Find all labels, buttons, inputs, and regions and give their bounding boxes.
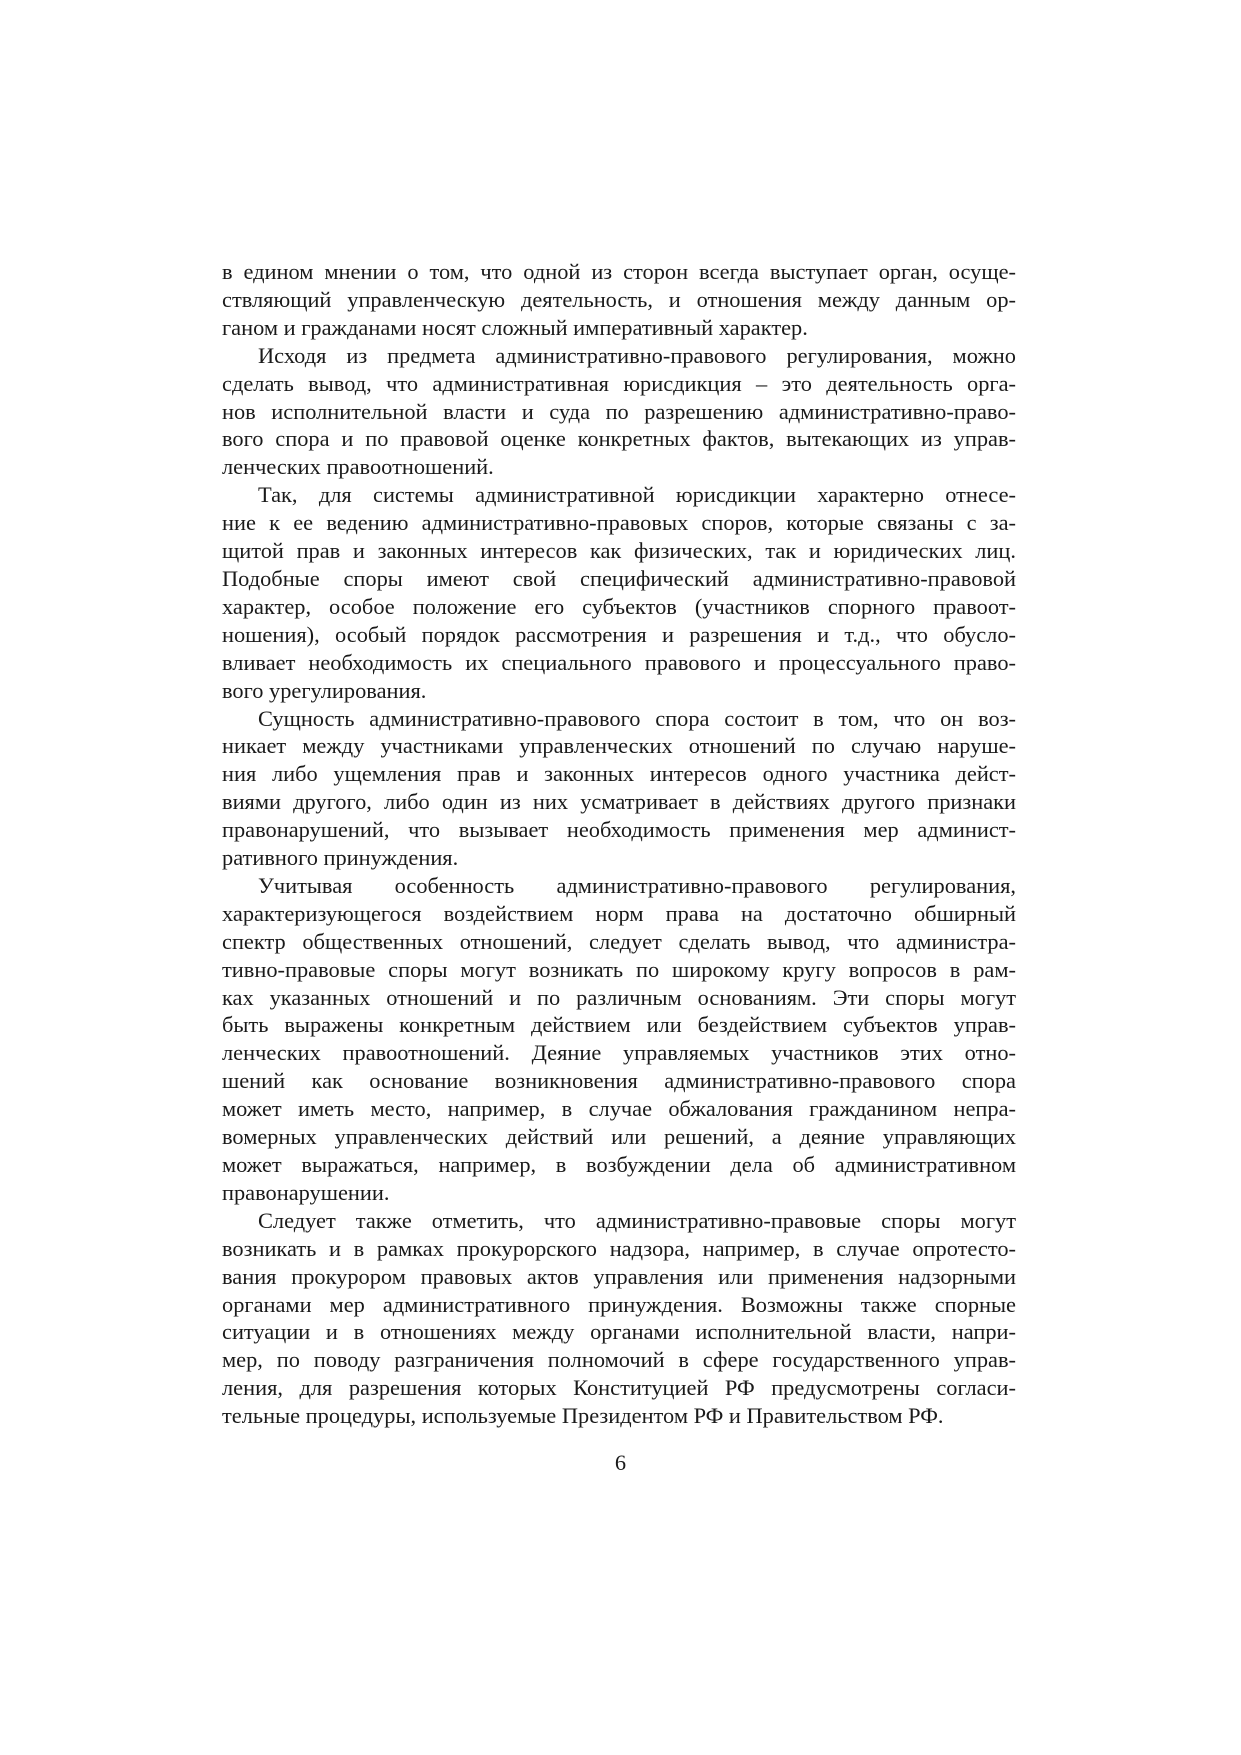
text-line: тельные процедуры, используемые Президентом РФ и Правительством РФ. — [222, 1403, 944, 1429]
text-line: ганом и гражданами носят сложный императивный характер. — [222, 314, 808, 340]
text-line: характеризующегося воздействием норм права на достаточно обширный — [222, 900, 1016, 926]
text-line: Сущность административно-правового спора состоит в том, что он воз- — [258, 705, 1016, 731]
text-line: ния либо ущемления прав и законных интересов одного участника дейст- — [222, 761, 1016, 787]
text-line: вливает необходимость их специального правового и процессуального право- — [222, 649, 1016, 675]
paragraph-6 — [222, 1207, 1016, 1430]
paragraph-2 — [222, 342, 1016, 482]
text-line: вого спора и по правовой оценке конкретных фактов, вытекающих из управ- — [222, 426, 1016, 452]
paragraph-5 — [222, 872, 1016, 1207]
text-line: Исходя из предмета административно-правового регулирования, можно — [258, 342, 1016, 368]
text-line: виями другого, либо один из них усматривает в действиях другого признаки — [222, 789, 1016, 815]
text-line: Учитывая особенность административно-правового регулирования, — [258, 872, 1016, 898]
text-line: правонарушении. — [222, 1179, 390, 1205]
text-line: спектр общественных отношений, следует сделать вывод, что администра- — [222, 928, 1016, 954]
paragraph-3 — [222, 481, 1016, 704]
text-line: вого урегулирования. — [222, 677, 427, 703]
text-line: Подобные споры имеют свой специфический административно-правовой — [222, 565, 1016, 591]
paragraph-4 — [222, 705, 1016, 872]
text-line: правонарушений, что вызывает необходимость применения мер админист- — [222, 817, 1016, 843]
text-line: ние к ее ведению административно-правовых споров, которые связаны с за- — [222, 510, 1016, 536]
text-line: ративного принуждения. — [222, 845, 459, 871]
text-line: вомерных управленческих действий или решений, а деяние управляющих — [222, 1124, 1016, 1150]
text-line: органами мер административного принуждения. Возможны также спорные — [222, 1291, 1016, 1317]
text-line: в едином мнении о том, что одной из сторон всегда выступает орган, осуще- — [222, 259, 1016, 284]
text-line: быть выражены конкретным действием или бездействием субъектов управ- — [222, 1012, 1016, 1038]
paragraph-1 — [222, 258, 1016, 342]
text-line: может выражаться, например, в возбуждении дела об административном — [222, 1152, 1016, 1177]
text-line: может иметь место, например, в случае обжалования гражданином непра- — [222, 1096, 1016, 1122]
text-line: ках указанных отношений и по различным основаниям. Эти споры могут — [222, 984, 1016, 1010]
text-line: Так, для системы административной юрисдикции характерно отнесе- — [258, 482, 1016, 508]
text-line: сделать вывод, что административная юрисдикция – это деятельность орга- — [222, 370, 1016, 396]
page-body — [222, 258, 1016, 1430]
text-line: ствляющий управленческую деятельность, и отношения между данным ор- — [222, 286, 1016, 312]
text-line: шений как основание возникновения административно-правового спора — [222, 1068, 1016, 1094]
text-line: ношения), особый порядок рассмотрения и разрешения и т.д., что обусло- — [222, 621, 1016, 647]
text-line: вания прокурором правовых актов управления или применения надзорными — [222, 1263, 1016, 1289]
text-line: ленческих правоотношений. — [222, 454, 494, 480]
text-line: характер, особое положение его субъектов (участников спорного правоот- — [222, 593, 1016, 619]
text-line: ленческих правоотношений. Деяние управляемых участников этих отно- — [222, 1040, 1016, 1066]
text-line: ситуации и в отношениях между органами исполнительной власти, напри- — [222, 1319, 1016, 1345]
text-line: возникать и в рамках прокурорского надзора, например, в случае опротесто- — [222, 1235, 1016, 1261]
text-line: мер, по поводу разграничения полномочий в сфере государственного управ- — [222, 1347, 1016, 1373]
text-line: Следует также отметить, что административно-правовые споры могут — [258, 1207, 1016, 1233]
text-line: нов исполнительной власти и суда по разрешению административно-право- — [222, 398, 1016, 424]
text-line: никает между участниками управленческих отношений по случаю наруше- — [222, 733, 1016, 759]
text-line: тивно-правовые споры могут возникать по широкому кругу вопросов в рам- — [222, 956, 1016, 982]
page-number: 6 — [614, 1450, 627, 1475]
text-line: ления, для разрешения которых Конституцией РФ предусмотрены согласи- — [222, 1375, 1016, 1401]
text-line: щитой прав и законных интересов как физических, так и юридических лиц. — [222, 538, 1016, 564]
